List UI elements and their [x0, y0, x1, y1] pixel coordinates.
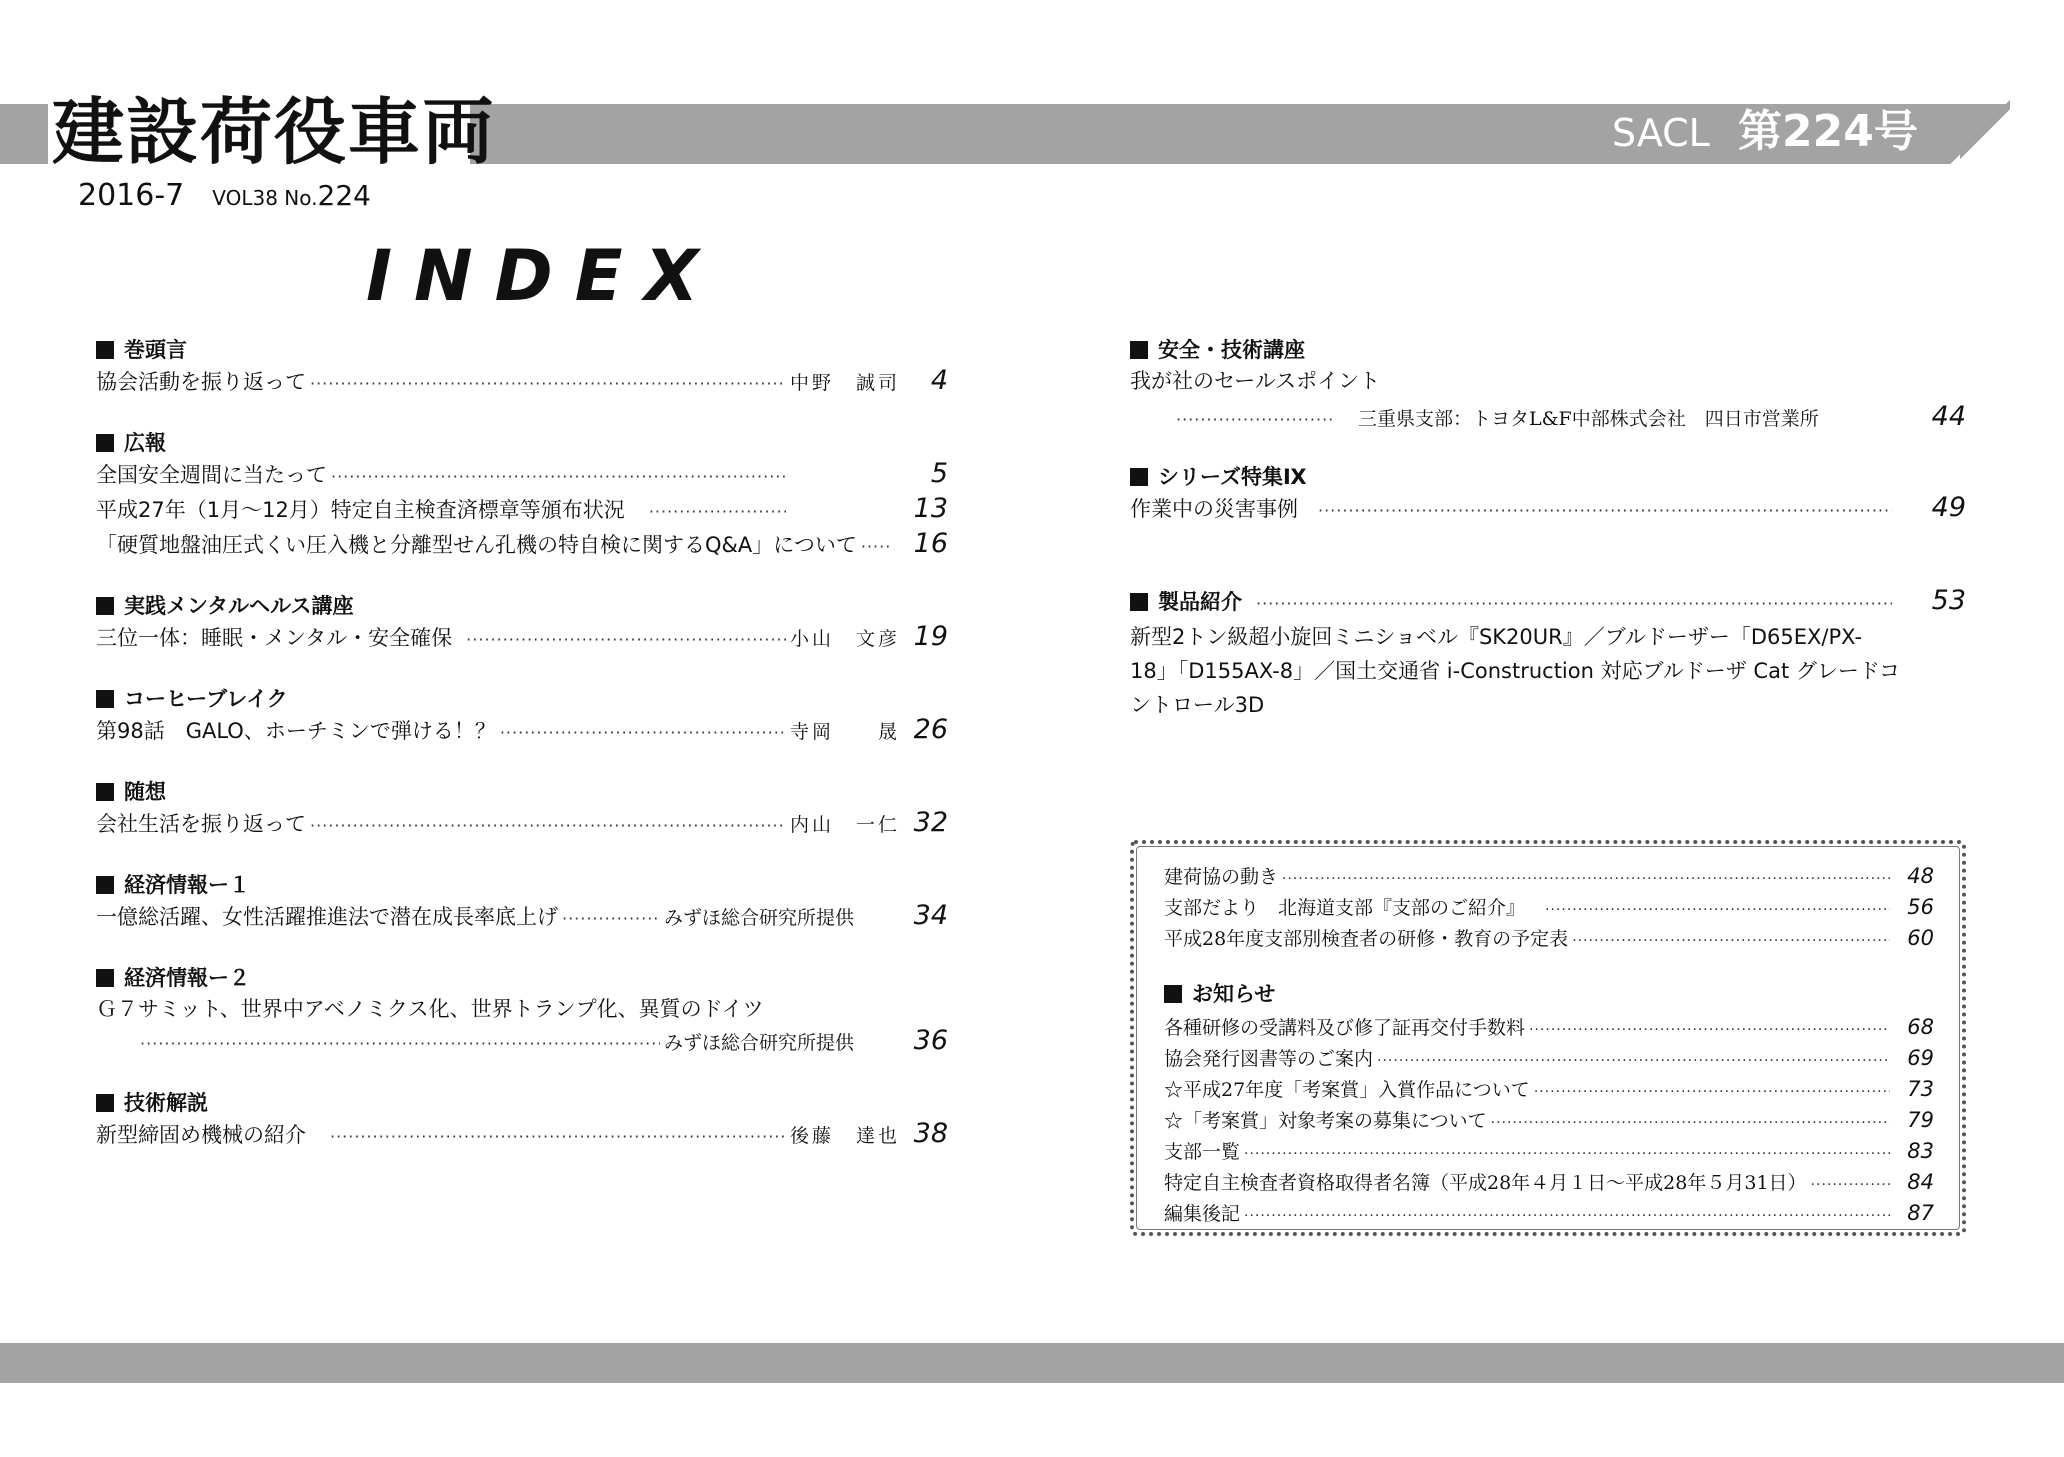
toc-entry[interactable]: 作業中の災害事例 ····· 49: [1130, 492, 1966, 527]
toc-entry[interactable]: 一億総活躍、女性活躍推進法で潜在成長率底上げ ····· みずほ総合研究所提供 34: [96, 900, 948, 935]
footer-bar: [0, 1343, 2064, 1383]
volume-number: 224: [317, 179, 371, 212]
issue-sacl: SACL: [1612, 111, 1710, 155]
box-entry[interactable]: 平成28年度支部別検査者の研修・教育の予定表 ····· 60: [1164, 924, 1934, 955]
box-entry[interactable]: 支部一覧 ····· 83: [1164, 1137, 1934, 1168]
section-heading: 広報: [96, 428, 948, 458]
notice-heading: お知らせ: [1164, 979, 1934, 1009]
toc-entry[interactable]: 「硬質地盤油圧式くい圧入機と分離型せん孔機の特自検に関するQ&A」について ····· 16: [96, 528, 948, 563]
box-entry[interactable]: ☆平成27年度「考案賞」入賞作品について ····· 73: [1164, 1075, 1934, 1106]
product-line: 新型2トン級超小旋回ミニショベル『SK20UR』／ブルドーザー「D65EX/PX-: [1130, 625, 1863, 649]
toc-entry[interactable]: 第98話 GALO、ホーチミンで弾ける！？ ····· 寺岡 晟 26: [96, 714, 948, 749]
right-column: [1130, 335, 1966, 722]
section-heading: シリーズ特集Ⅸ: [1130, 462, 1966, 492]
toc-entry[interactable]: 平成27年（1月〜12月）特定自主検査済標章等頒布状況 ····· 13: [96, 493, 948, 528]
box-entry[interactable]: 支部だより 北海道支部『支部のご紹介』 ····· 56: [1164, 893, 1934, 924]
left-column: [96, 335, 948, 1153]
issue-date-line: [78, 176, 371, 218]
info-box: [1164, 862, 1934, 1230]
section-heading: 安全・技術講座: [1130, 335, 1966, 365]
issue-number: 第224号: [1738, 106, 1918, 157]
box-entry[interactable]: 各種研修の受講料及び修了証再交付手数料 ····· 68: [1164, 1013, 1934, 1044]
box-entry[interactable]: 協会発行図書等のご案内 ····· 69: [1164, 1044, 1934, 1075]
box-entry[interactable]: 編集後記 ····· 87: [1164, 1199, 1934, 1230]
header-bar-left: [0, 104, 48, 164]
magazine-title: 建設荷役車両: [52, 90, 497, 174]
section-heading: コーヒーブレイク: [96, 684, 948, 714]
box-entry[interactable]: ☆「考案賞」対象考案の募集について ····· 79: [1164, 1106, 1934, 1137]
volume-label: VOL38 No.: [212, 186, 318, 210]
toc-entry[interactable]: 新型締固め機械の紹介 ····· 後藤 達也 38: [96, 1118, 948, 1153]
toc-entry[interactable]: 会社生活を振り返って ····· 内山 一仁 32: [96, 807, 948, 842]
section-heading: 実践メンタルヘルス講座: [96, 591, 948, 621]
box-entry[interactable]: 建荷協の動き ····· 48: [1164, 862, 1934, 893]
toc-entry[interactable]: ····· みずほ総合研究所提供 36: [96, 1025, 948, 1060]
toc-entry[interactable]: 全国安全週間に当たって ····· 5: [96, 458, 948, 493]
section-heading: 随想: [96, 777, 948, 807]
toc-entry[interactable]: ····· 三重県支部：トヨタL&F中部株式会社 四日市営業所 44: [1130, 401, 1966, 436]
issue-date: 2016-7: [78, 178, 185, 213]
product-line: ントロール3D: [1130, 693, 1265, 717]
section-heading: 経済情報ー２: [96, 963, 948, 993]
product-line: 18」「D155AX-8」／国土交通省 i-Construction 対応ブルドーザ Cat グレードコ: [1130, 659, 1901, 683]
toc-entry[interactable]: 協会活動を振り返って ····· 中野 誠司 4: [96, 365, 948, 400]
section-heading: 経済情報ー１: [96, 870, 948, 900]
toc-entry-title[interactable]: 我が社のセールスポイント: [1130, 369, 1381, 393]
header-stripe: [1960, 96, 2010, 168]
toc-entry-title[interactable]: Ｇ７サミット、世界中アベノミクス化、世界トランプ化、異質のドイツ: [96, 997, 764, 1021]
box-entry[interactable]: 特定自主検査者資格取得者名簿（平成28年４月１日〜平成28年５月31日） ····· 84: [1164, 1168, 1934, 1199]
toc-entry[interactable]: 三位一体：睡眠・メンタル・安全確保 ····· 小山 文彦 19: [96, 621, 948, 656]
index-heading: INDEX: [366, 235, 721, 317]
section-heading: 技術解説: [96, 1088, 948, 1118]
section-heading: 巻頭言: [96, 335, 948, 365]
section-heading-row[interactable]: 製品紹介 ····· 53: [1130, 585, 1966, 620]
